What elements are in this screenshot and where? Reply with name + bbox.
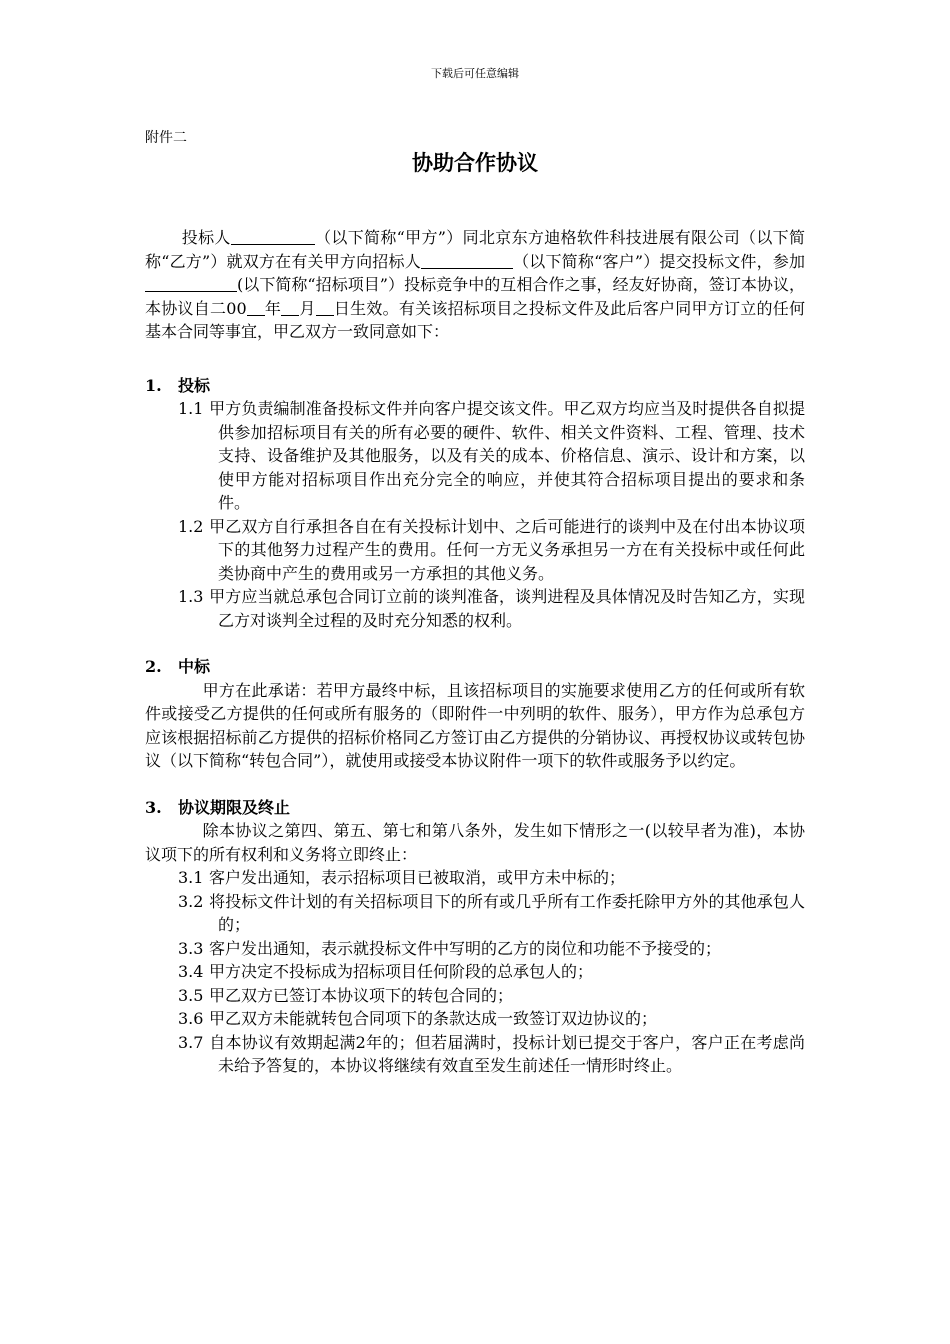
clause-item [145, 960, 805, 984]
clause-number: 3.3 [178, 938, 204, 958]
clause-item [145, 515, 805, 586]
clause-text: 甲乙双方已签订本协议项下的转包合同的； [209, 985, 514, 1005]
section-title: 协议期限及终止 [178, 797, 291, 817]
intro-paragraph [145, 226, 805, 344]
section-title: 中标 [178, 657, 211, 676]
clause-item [145, 937, 805, 961]
intro-text-4: (以下简称“招标项目”）投标竞争中的互相合作之事，经友好协商，签订本协议，本协议自二00 [145, 275, 805, 318]
section-number: 2. [145, 657, 162, 676]
clause-number: 1.1 [178, 399, 204, 418]
section-winning-bid [145, 655, 805, 773]
clause-text: 甲方负责编制准备投标文件并向客户提交该文件。甲乙双方均应当及时提供各自拟提供参加招标项目有关的所有必要的硬件、软件、相关文件资料、工程、管理、技术支持、设备维护及其他服务，以及有关的成本、价格信息、演示、设计和方案，以使甲方能对招标项目作出充分完全的响应，并使其符合招标项目提出的要求和条件。 [209, 399, 805, 512]
intro-text-5: 年 [264, 298, 282, 318]
clause-text: 甲方应当就总承包合同订立前的谈判准备，谈判进程及具体情况及时告知乙方，实现乙方对谈判全过程的及时充分知悉的权利。 [209, 587, 805, 630]
clause-text: 将投标文件计划的有关招标项目下的所有或几乎所有工作委托除甲方外的其他承包人的； [209, 891, 805, 934]
section-heading [145, 796, 805, 820]
clause-number: 3.6 [178, 1009, 204, 1028]
section-bidding [145, 374, 805, 633]
clause-item [145, 397, 805, 515]
intro-text-3: （以下简称“客户”）提交投标文件，参加 [512, 251, 805, 271]
intro-text-6: 月 [299, 298, 316, 318]
clause-text: 甲乙双方未能就转包合同项下的条款达成一致签订双边协议的； [209, 1009, 658, 1028]
clause-item [145, 866, 805, 890]
clause-text: 客户发出通知，表示招标项目已被取消，或甲方未中标的； [209, 868, 626, 887]
intro-text-2: （以下简称“甲方”）同北京东方迪格软件科技进展有限公司（以下简称“乙方”）就双方在有关甲方向招标人 [145, 228, 805, 271]
tenderer-blank [421, 252, 513, 269]
clause-item [145, 984, 805, 1008]
section-title: 投标 [178, 375, 211, 395]
clause-number: 3.2 [178, 891, 204, 911]
section-number: 1. [145, 375, 162, 395]
clause-number: 1.2 [178, 516, 204, 536]
bidder-blank [231, 228, 315, 245]
page-header-note: 下载后可任意编辑 [431, 67, 519, 80]
clause-item [145, 585, 805, 632]
clause-number: 3.1 [178, 868, 204, 887]
attachment-label: 附件二 [145, 130, 187, 146]
section-heading [145, 374, 805, 398]
clause-number: 3.5 [178, 985, 204, 1005]
section-number: 3. [145, 797, 162, 817]
clause-item [145, 890, 805, 937]
clause-text: 甲乙双方自行承担各自在有关投标计划中、之后可能进行的谈判中及在付出本协议项下的其他努力过程产生的费用。任何一方无义务承担另一方在有关投标中或任何此类协商中产生的费用或另一方承担的其他义务。 [209, 516, 805, 583]
clause-number: 3.7 [178, 1032, 204, 1052]
section-heading [145, 655, 805, 679]
month-blank [281, 299, 299, 316]
document-title: 协助合作协议 [412, 150, 538, 175]
clause-text: 客户发出通知，表示就投标文件中写明的乙方的岗位和功能不予接受的； [209, 938, 722, 958]
day-blank [316, 299, 334, 316]
clause-text: 甲方决定不投标成为招标项目任何阶段的总承包人的； [209, 962, 594, 981]
document-body [145, 226, 805, 1078]
year-blank [247, 299, 265, 316]
clause-number: 3.4 [178, 962, 204, 981]
intro-text-1: 投标人 [181, 228, 231, 247]
clause-number: 1.3 [178, 587, 204, 606]
section-body-text: 甲方在此承诺：若甲方最终中标，且该招标项目的实施要求使用乙方的任何或所有软件或接受乙方提供的任何或所有服务的（即附件一中列明的软件、服务），甲方作为总承包方应该根据招标前乙方提供的招标价格同乙方签订由乙方提供的分销协议、再授权协议或转包协议（以下简称“转包合同”），就使用或接受本协议附件一项下的软件或服务予以约定。 [145, 680, 805, 770]
clause-item [145, 1007, 805, 1031]
clause-text: 自本协议有效期起满2年的；但若届满时，投标计划已提交于客户，客户正在考虑尚未给予答复的，本协议将继续有效直至发生前述任一情形时终止。 [209, 1032, 805, 1075]
section-body-text: 除本协议之第四、第五、第七和第八条外，发生如下情形之一(以较早者为准)，本协议项下的所有权利和义务将立即终止： [145, 821, 805, 864]
intro-text-7: 日生效。有关该招标项目之投标文件及此后客户同甲方订立的任何基本合同等事宜，甲乙双方一致同意如下： [145, 298, 805, 341]
section-term-termination [145, 796, 805, 1078]
project-blank [145, 275, 237, 292]
clause-item [145, 1031, 805, 1078]
